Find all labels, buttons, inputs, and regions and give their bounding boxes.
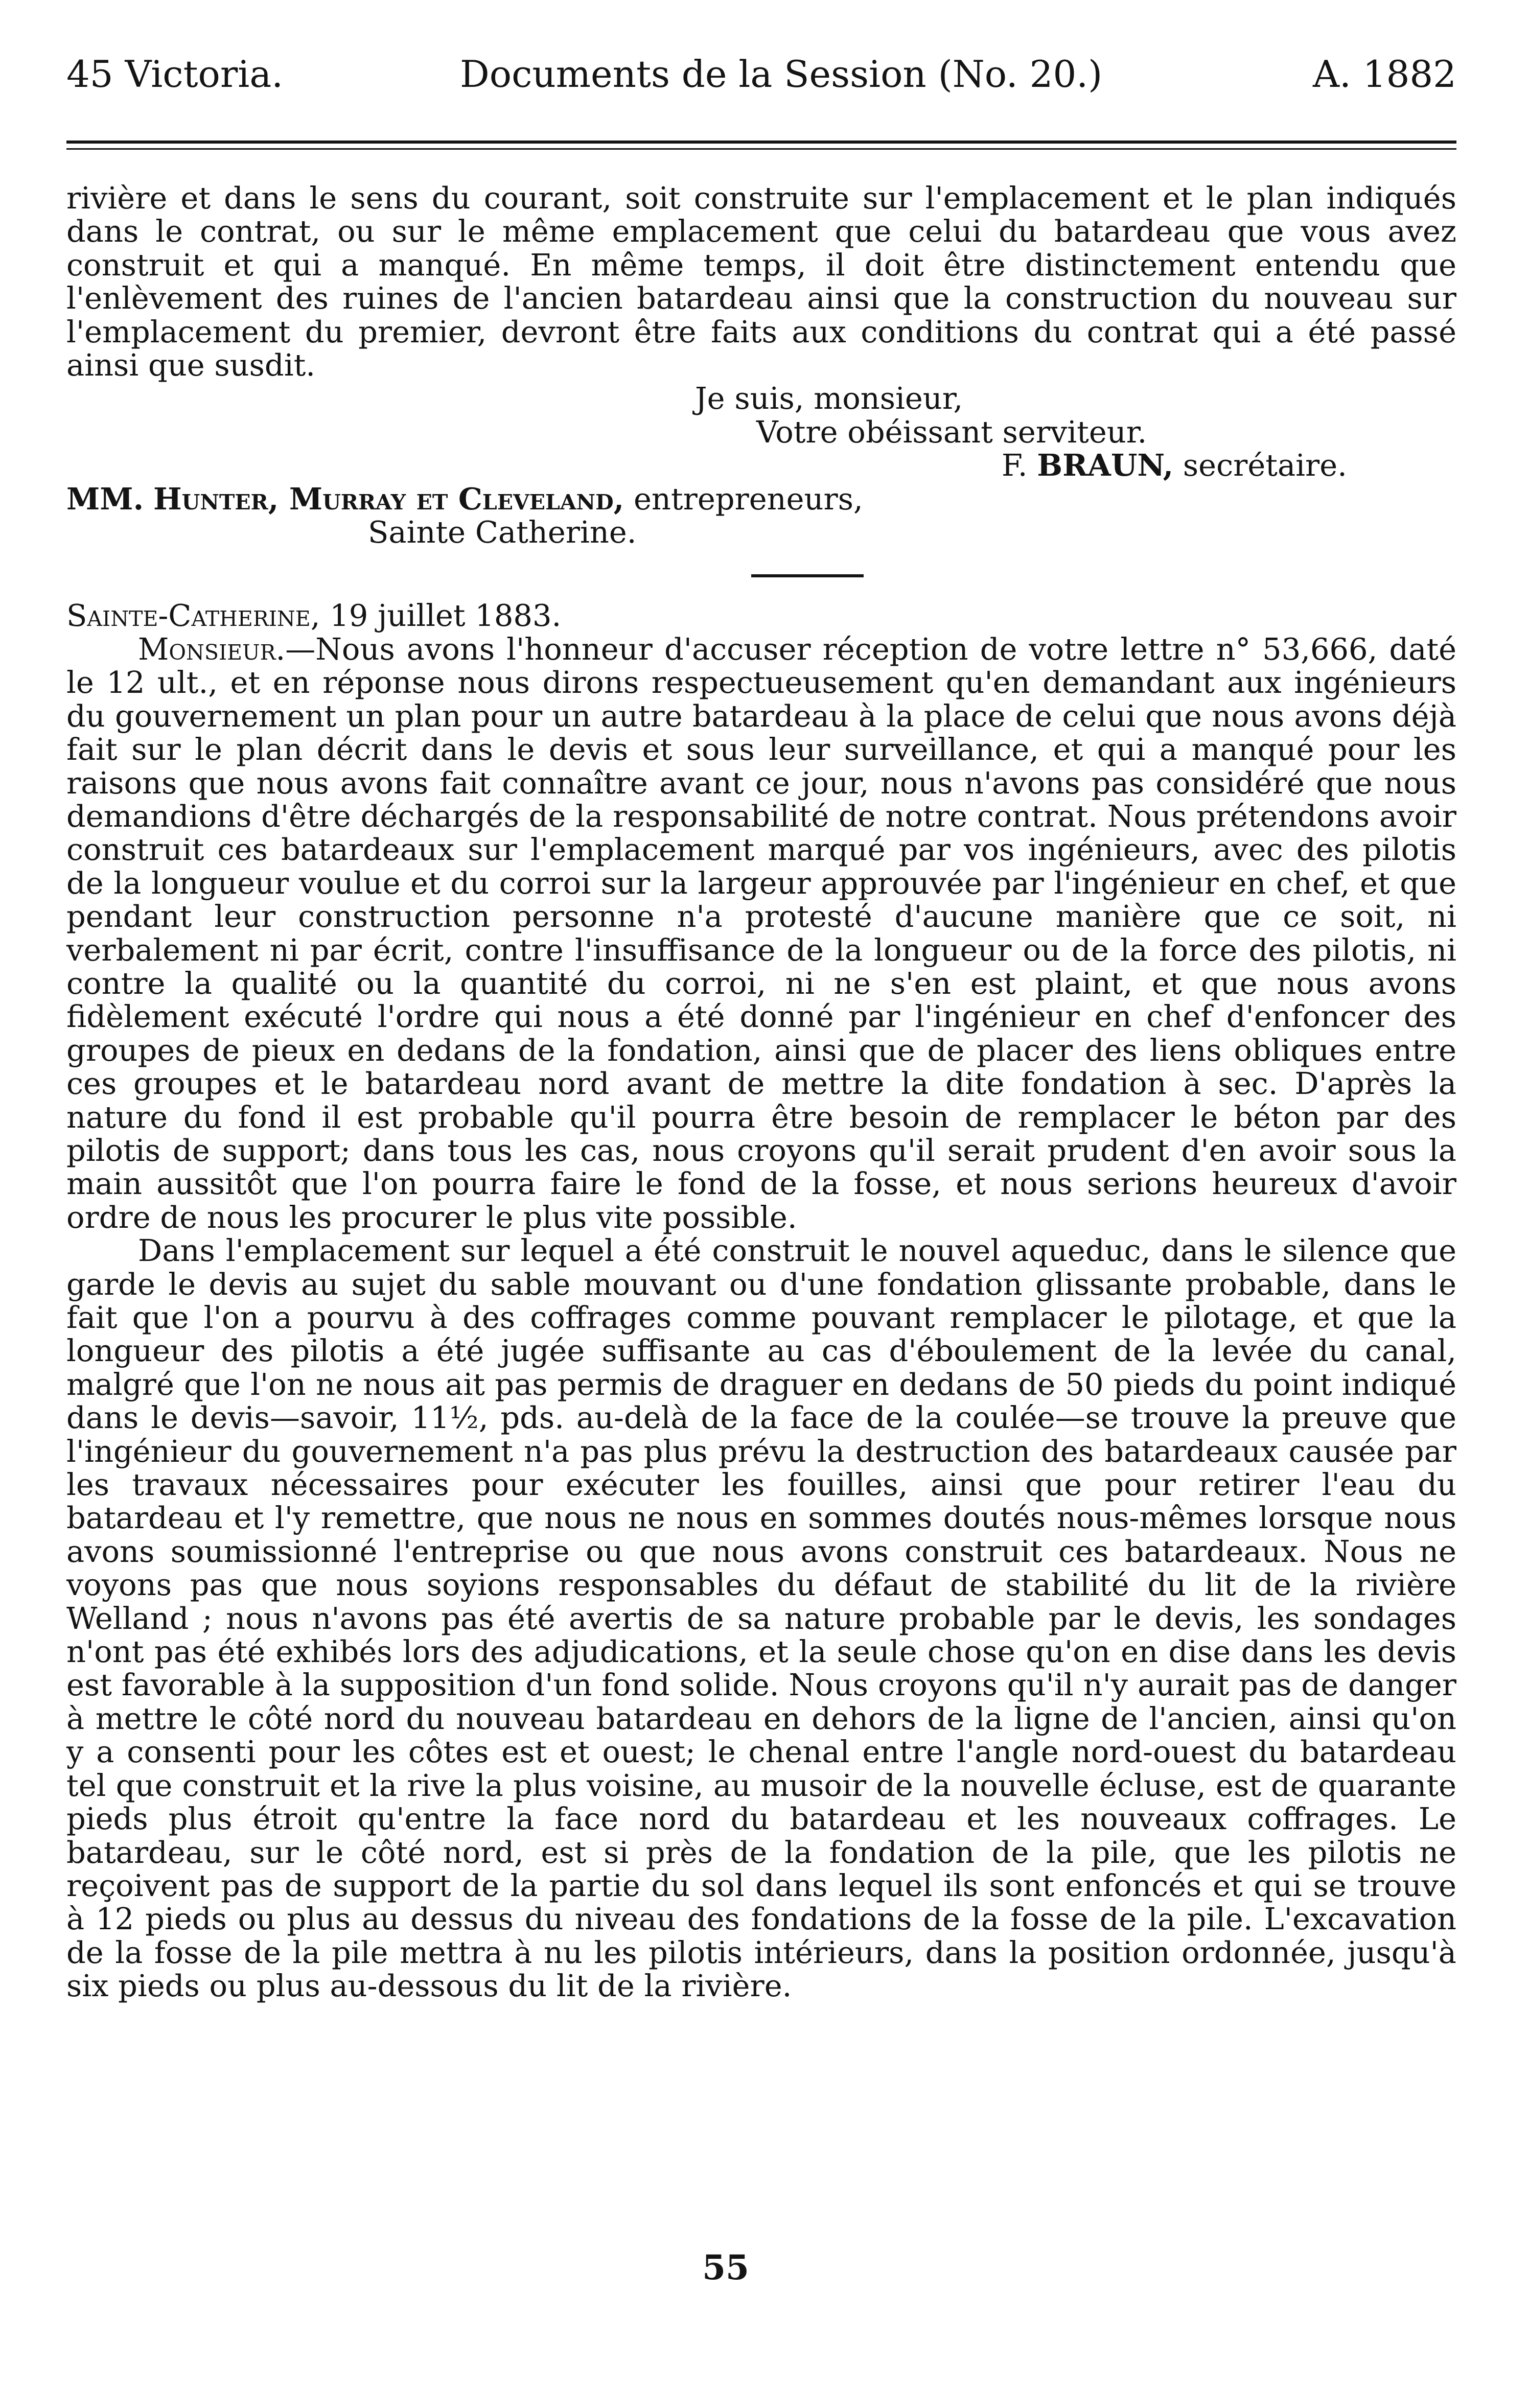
addressee-firm: Hunter, Murray et Cleveland, — [153, 481, 624, 517]
header-rule-thin — [66, 148, 1456, 150]
section-divider — [751, 574, 864, 577]
page-number: 55 — [702, 2248, 749, 2287]
header-regnal-year: 45 Victoria. — [66, 53, 284, 96]
closing-line: Je suis, monsieur, — [695, 381, 963, 416]
dateline — [66, 599, 1456, 632]
letter-paragraph-2: Dans l'emplacement sur lequel a été construit le nouvel aqueduc, dans le silence que garde le devis au sujet du sable mouvant ou d'une fondation glissante probable, dans le fait que l'on a pourvu à des coffrages comme pouvant remplacer le pilotage, et que la longueur des pilotis a été jugée suffisante au cas d'éboulement de la levée du canal, malgré que l'on ne nous ait pas permis de draguer en dedans de 50 pieds du point indiqué dans le devis—savoir, 11½, pds. au-delà de la face de la coulée—se trouve la preuve que l'ingénieur du gouvernement n'a pas plus prévu la destruction des batardeaux causée par les travaux nécessaires pour exécuter les fouilles, ainsi que pour retirer l'eau du batardeau et l'y remettre, que nous ne nous en sommes doutés nous-mêmes lorsque nous avons soumissionné l'entreprise ou que nous avons construit ces batardeaux. Nous ne voyons pas que nous soyions responsables du défaut de stabilité du lit de la rivière Welland ; nous n'avons pas été avertis de sa nature probable par le devis, les sondages n'ont pas été exhibés lors des adjudications, et la seule chose qu'on en dise dans les devis est favorable à la supposition d'un fond solide. Nous croyons qu'il n'y aurait pas de danger à mettre le côté nord du nouveau batardeau en dehors de la ligne de l'ancien, ainsi qu'on y a consenti pour les côtes est et ouest; le chenal entre l'angle nord-ouest du batardeau tel que construit et la rive la plus voisine, au musoir de la nouvelle écluse, est de quarante pieds plus étroit qu'entre la face nord du batardeau et les nouveaux coffrages. Le batardeau, sur le côté nord, est si près de la fondation de la pile, que les pilotis ne reçoivent pas de support de la partie du sol dans lequel ils sont enfoncés et qui se trouve à 12 pieds ou plus au dessus du niveau des fondations de la fosse de la pile. L'excavation de la fosse de la pile mettra à nu les pilotis intérieurs, dans la position ordonnée, jusqu'à six pieds ou plus au-dessous du lit de la rivière. — [66, 1233, 1456, 2004]
closing-line-servant: Votre obéissant serviteur. — [756, 414, 1147, 450]
dateline-place: Sainte-Catherine, — [66, 598, 320, 634]
signature — [66, 449, 1456, 482]
addressee — [66, 482, 1456, 516]
signature-title: secrétaire. — [1183, 448, 1347, 483]
header-rule-thick — [66, 141, 1456, 144]
letter-paragraph-1 — [66, 633, 1456, 1234]
page-body — [66, 181, 1456, 2003]
header-year: A. 1882 — [1312, 53, 1456, 96]
running-header — [66, 49, 1456, 100]
signature-initial: F. — [1002, 448, 1028, 483]
addressee-role: entrepreneurs, — [634, 481, 863, 517]
salutation: Monsieur. — [138, 631, 286, 667]
addressee-prefix: MM. — [66, 481, 144, 517]
continued-paragraph: rivière et dans le sens du courant, soit construite sur l'emplacement et le plan indiqués dans le contrat, ou sur le même emplacement que celui du batardeau que vous avez construit et qui a manqué. En même temps, il doit être distinctement entendu que l'enlèvement des ruines de l'ancien batardeau ainsi que la construction du nouveau sur l'emplacement du premier, devront être faits aux conditions du contrat qui a été passé ainsi que susdit. — [66, 180, 1456, 383]
header-title: Documents de la Session (No. 20.) — [460, 53, 1103, 96]
dateline-date: 19 juillet 1883. — [330, 598, 562, 634]
signature-name: BRAUN, — [1037, 448, 1174, 483]
letter-paragraph-1-text: —Nous avons l'honneur d'accuser réception de votre lettre n° 53,666, daté le 12 ult., et en réponse nous dirons respectueusement qu'en demandant aux ingénieurs du gouvernement un plan pour un autre batardeau à la place de celui que nous avons déjà fait sur le plan décrit dans le devis et sous leur surveillance, et qui a manqué pour les raisons que nous avons fait connaître avant ce jour, nous n'avons pas considéré que nous demandions d'être déchargés de la responsabilité de notre contrat. Nous prétendons avoir construit ces batardeaux sur l'emplacement marqué par vos ingénieurs, avec des pilotis de la longueur voulue et du corroi sur la largeur approuvée par l'ingénieur en chef, et que pendant leur construction personne n'a protesté d'aucune manière que ce soit, ni verbalement ni par écrit, contre l'insuffisance de la longueur ou de la force des pilotis, ni contre la qualité ou la quantité du corroi, ni ne s'en est plaint, et que nous avons fidèlement exécuté l'ordre qui nous a été donné par l'ingénieur en chef d'enfoncer des groupes de pieux en dedans de la fondation, ainsi que de placer des liens obliques entre ces groupes et le batardeau nord avant de mettre la dite fondation à sec. D'après la nature du fond il est probable qu'il pourra être besoin de remplacer le béton par des pilotis de support; dans tous les cas, nous croyons qu'il serait prudent d'en avoir sous la main aussitôt que l'on pourra faire le fond de la fosse, et nous serions heureux d'avoir ordre de nous les procurer le plus vite possible. — [66, 631, 1456, 1235]
addressee-place: Sainte Catherine. — [368, 515, 637, 550]
